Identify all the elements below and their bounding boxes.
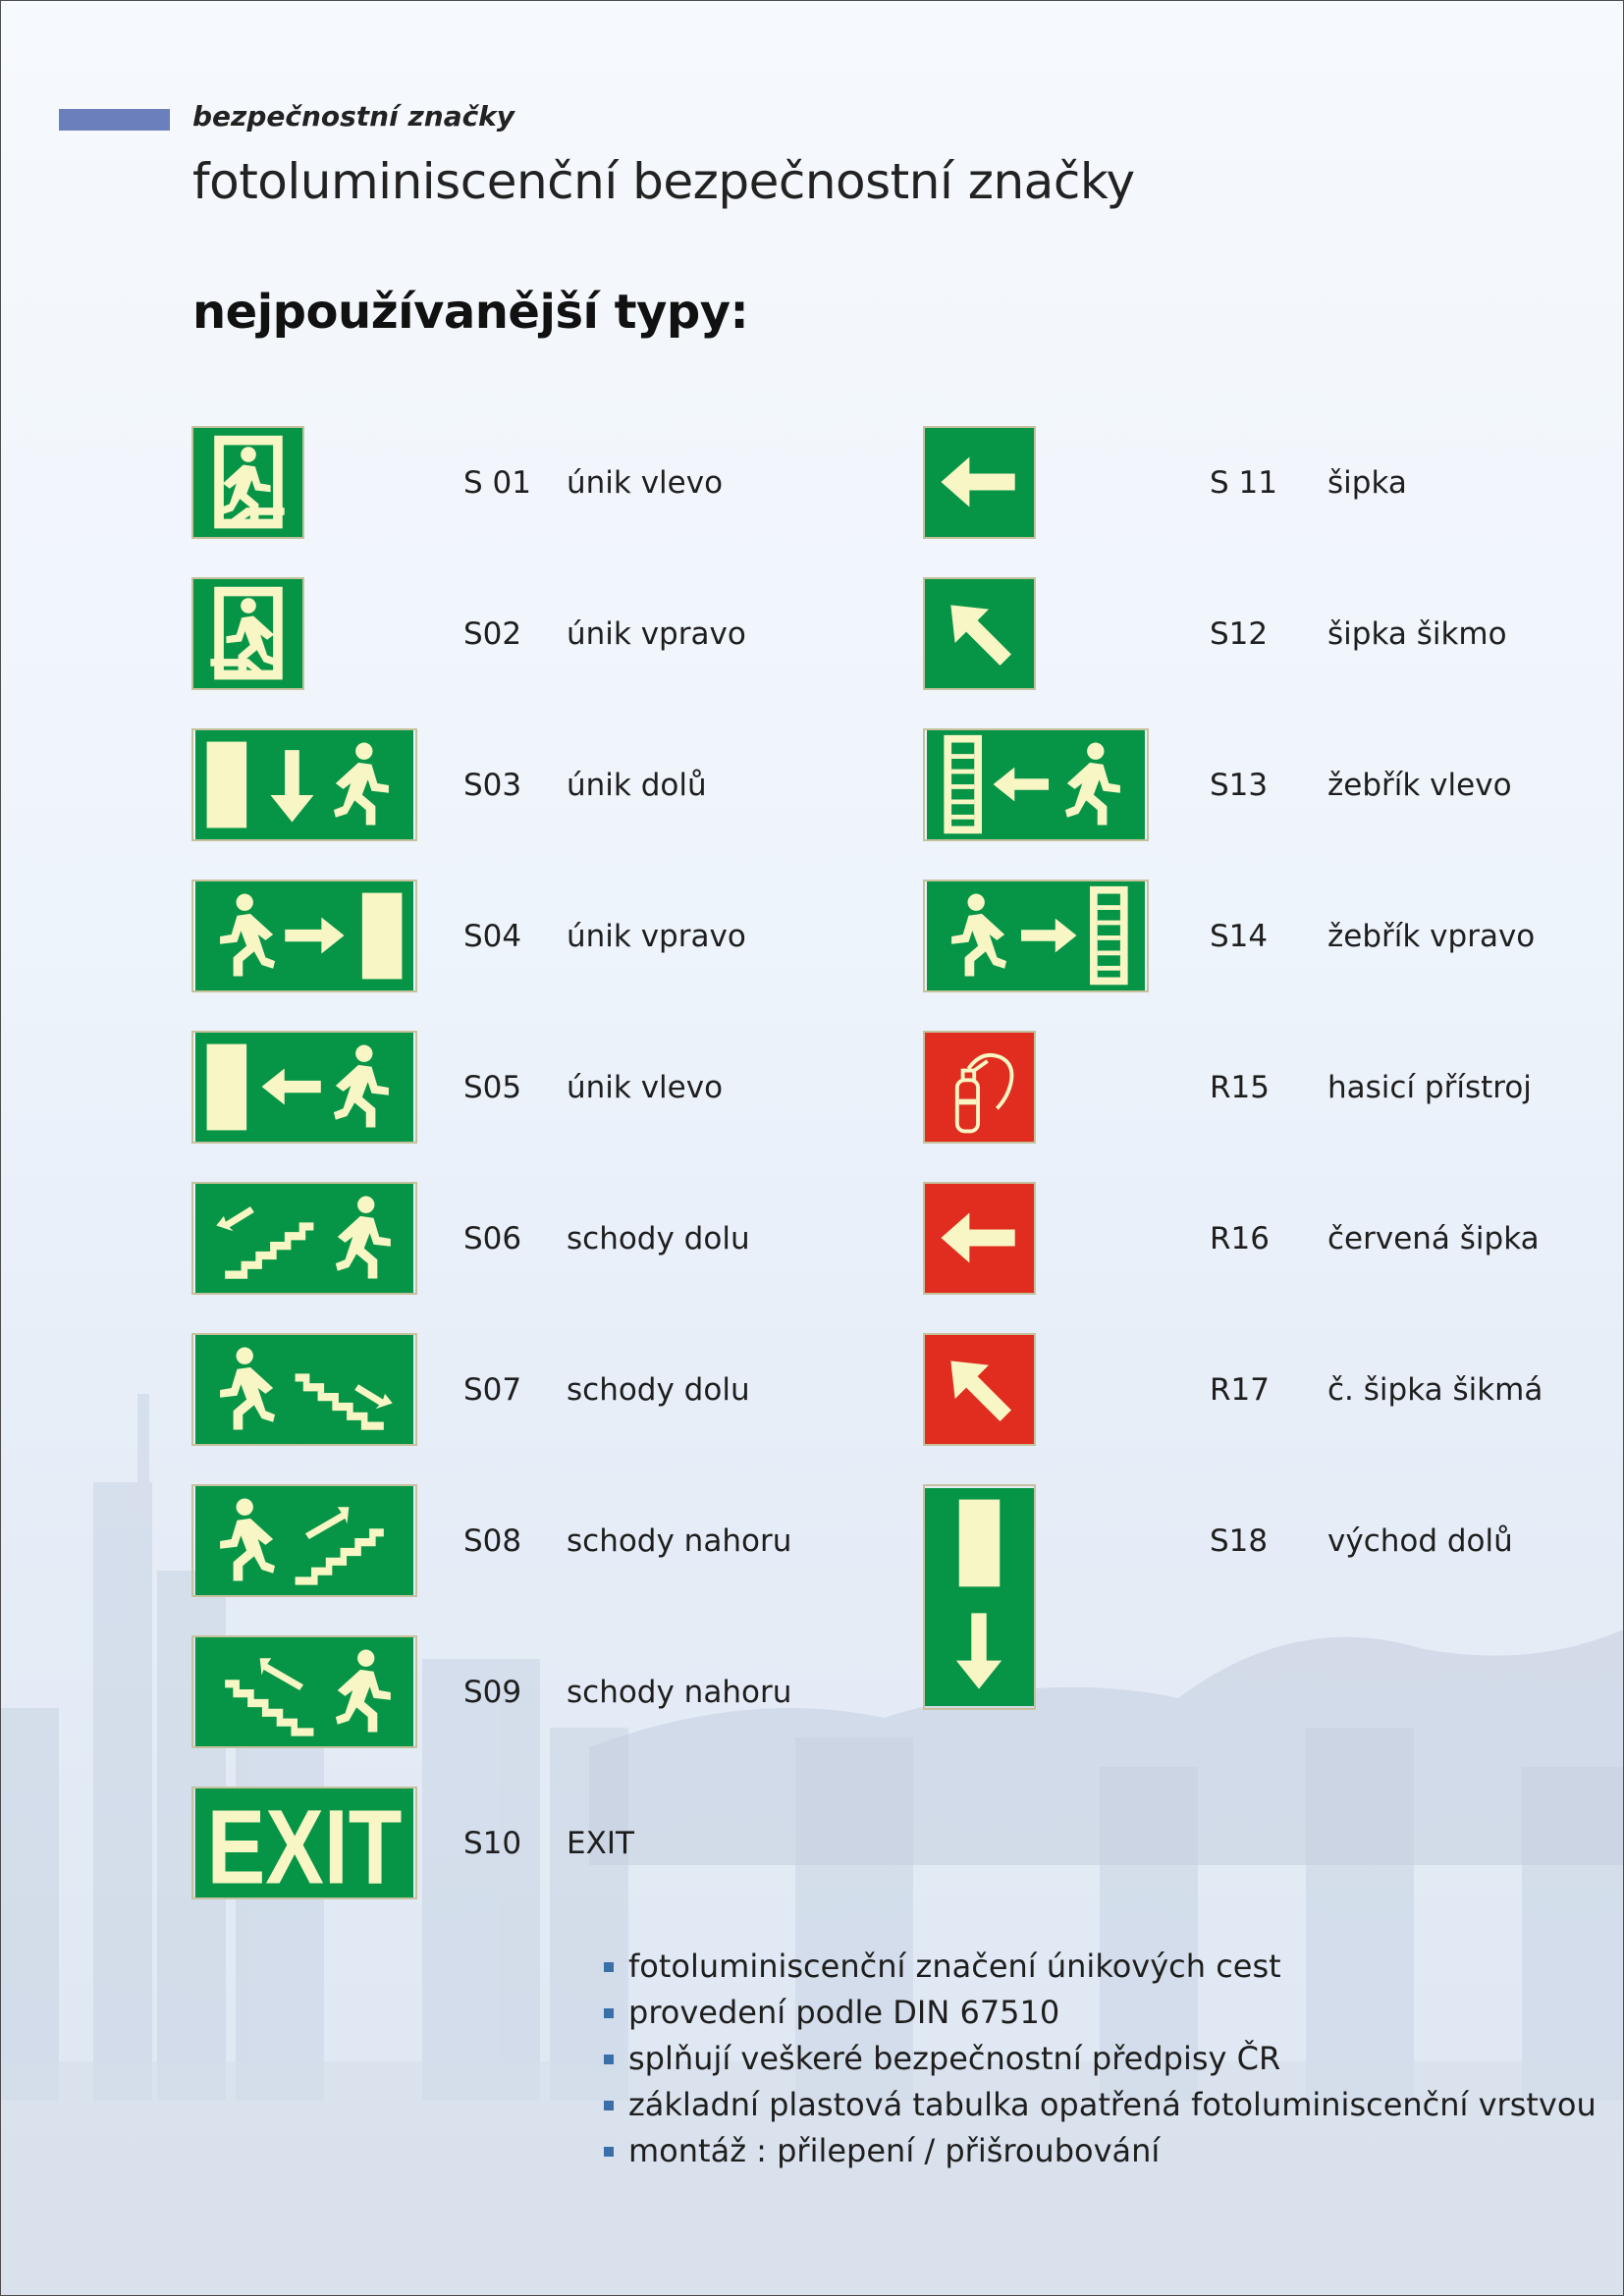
sign-s03	[191, 728, 417, 841]
sign-label: únik dolů	[567, 768, 707, 803]
sign-s04	[191, 880, 417, 992]
sign-code: S 11	[1210, 465, 1277, 501]
sign-label: schody dolu	[567, 1372, 750, 1408]
sign-label: šipka	[1327, 465, 1407, 501]
ladder-right-icon	[925, 881, 1147, 990]
sign-s02	[191, 577, 304, 690]
sign-code: S 01	[463, 465, 531, 501]
sign-s18	[923, 1484, 1036, 1710]
list-item: montáž : přilepení / přišroubování	[601, 2128, 1597, 2174]
bullet-square-icon	[604, 2147, 614, 2157]
escape-right-icon	[193, 881, 415, 990]
sign-label: únik vlevo	[567, 465, 724, 501]
bullet-square-icon	[604, 2101, 614, 2110]
sign-r16	[923, 1182, 1036, 1295]
list-item: splňují veškeré bezpečnostní předpisy ČR	[601, 2036, 1597, 2082]
sign-code: S07	[463, 1372, 522, 1408]
page-subtitle: nejpoužívanější typy:	[192, 285, 749, 340]
sign-label: žebřík vlevo	[1327, 768, 1512, 803]
sign-code: S18	[1210, 1523, 1269, 1559]
sign-code: S05	[463, 1070, 522, 1105]
red-arrow-diagonal-icon	[925, 1335, 1034, 1444]
sign-s05	[191, 1031, 417, 1144]
page-title: fotoluminiscenční bezpečnostní značky	[192, 153, 1135, 210]
sign-code: R15	[1210, 1070, 1270, 1105]
exit-door-left-icon	[193, 428, 302, 537]
sign-label: schody nahoru	[567, 1675, 792, 1710]
escape-down-icon	[193, 730, 415, 839]
sign-r17	[923, 1333, 1036, 1446]
sign-label: schody nahoru	[567, 1523, 792, 1559]
sign-label: č. šipka šikmá	[1327, 1372, 1543, 1408]
sign-s12	[923, 577, 1036, 690]
sign-s10	[191, 1787, 417, 1906]
ladder-left-icon	[925, 730, 1147, 839]
sign-label: červená šipka	[1327, 1221, 1540, 1256]
sign-s06	[191, 1182, 417, 1295]
sign-s13	[923, 728, 1149, 841]
bullet-square-icon	[604, 2008, 614, 2018]
sign-label: únik vlevo	[567, 1070, 724, 1105]
sign-s11	[923, 426, 1036, 539]
sign-code: S03	[463, 768, 522, 803]
sign-code: R17	[1210, 1372, 1270, 1408]
feature-list	[601, 1944, 1597, 2174]
sign-label: EXIT	[567, 1826, 634, 1861]
sign-s07	[191, 1333, 417, 1446]
stairs-up-left-icon	[193, 1637, 415, 1746]
sign-code: S08	[463, 1523, 522, 1559]
sign-code: S09	[463, 1675, 522, 1710]
sign-s01	[191, 426, 304, 539]
sign-code: S04	[463, 919, 522, 954]
sign-label: východ dolů	[1327, 1523, 1513, 1559]
exit-text-icon	[193, 1787, 415, 1906]
bullet-square-icon	[604, 2055, 614, 2064]
sign-r15	[923, 1031, 1036, 1144]
section-accent-bar	[59, 109, 170, 131]
sign-s08	[191, 1484, 417, 1597]
list-item: základní plastová tabulka opatřená fotoluminiscenční vrstvou	[601, 2082, 1597, 2128]
sign-s09	[191, 1635, 417, 1748]
sign-code: S06	[463, 1221, 522, 1256]
escape-left-icon	[193, 1033, 415, 1142]
fire-extinguisher-icon	[925, 1033, 1034, 1142]
arrow-left-icon	[925, 428, 1034, 537]
sign-label: únik vpravo	[567, 616, 746, 652]
sign-label: šipka šikmo	[1327, 616, 1507, 652]
sign-label: schody dolu	[567, 1221, 750, 1256]
sign-code: S13	[1210, 768, 1269, 803]
sign-s14	[923, 880, 1149, 992]
exit-sign-text: EXIT	[206, 1787, 403, 1906]
sign-label: hasicí přístroj	[1327, 1070, 1532, 1105]
list-item: provedení podle DIN 67510	[601, 1990, 1597, 2036]
stairs-down-right-icon	[193, 1335, 415, 1444]
sign-code: S14	[1210, 919, 1269, 954]
sign-label: žebřík vpravo	[1327, 919, 1536, 954]
sign-code: S02	[463, 616, 522, 652]
exit-door-right-icon	[193, 579, 302, 688]
stairs-down-left-icon	[193, 1184, 415, 1293]
sign-code: R16	[1210, 1221, 1270, 1256]
sign-code: S10	[463, 1826, 522, 1861]
section-label: bezpečnostní značky	[192, 100, 515, 133]
list-item: fotoluminiscenční značení únikových cest	[601, 1944, 1597, 1990]
sign-label: únik vpravo	[567, 919, 746, 954]
stairs-up-right-icon	[193, 1486, 415, 1595]
exit-down-vertical-icon	[925, 1486, 1034, 1708]
bullet-square-icon	[604, 1962, 614, 1972]
arrow-diagonal-icon	[925, 579, 1034, 688]
red-arrow-left-icon	[925, 1184, 1034, 1293]
sign-code: S12	[1210, 616, 1269, 652]
